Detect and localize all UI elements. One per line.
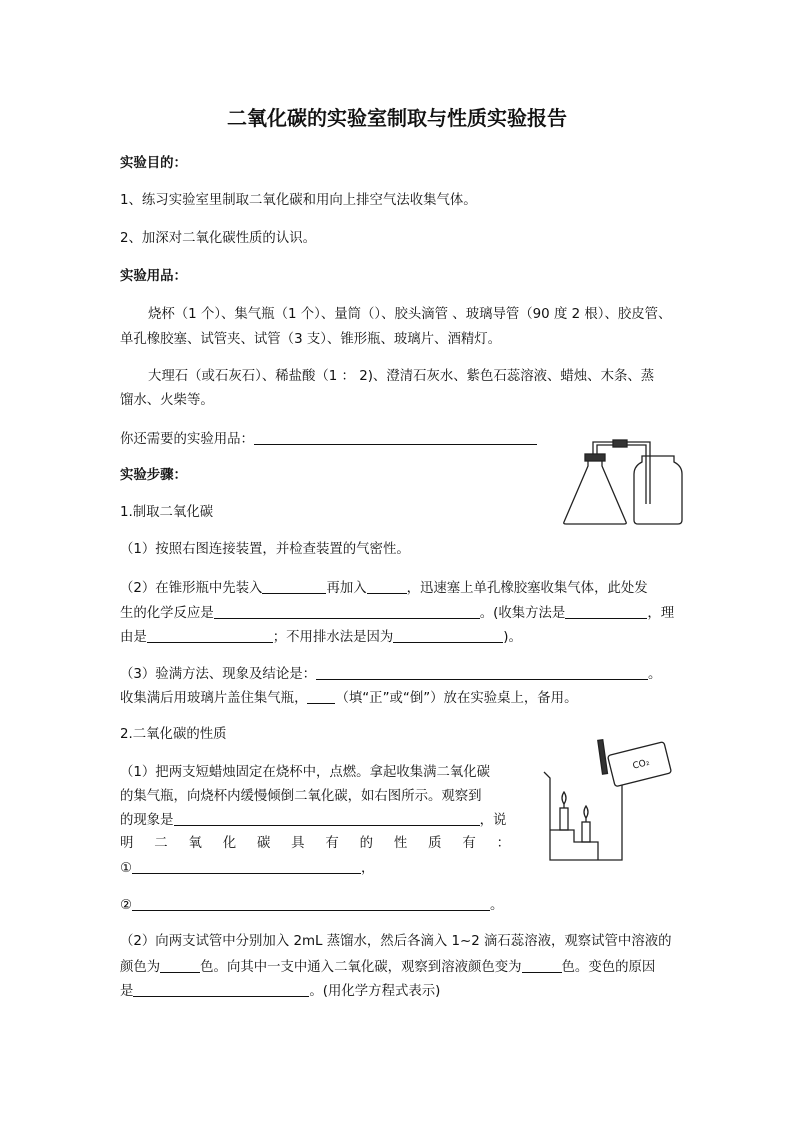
justified-char: 二	[154, 836, 168, 851]
co2-generation-apparatus-figure	[558, 434, 688, 534]
steps-heading: 实验步骤：	[120, 468, 187, 483]
property-2-marker: ②	[120, 898, 133, 913]
step2-item-2-text-c: 色。向其中一支中通入二氧化碳，观察到溶液颜色变为	[200, 960, 522, 975]
supplies-equipment-line-2: 单孔橡胶塞、试管夹、试管（3 支）、锥形瓶、玻璃片、酒精灯。	[120, 332, 502, 347]
supplies-reagents-line-2: 馏水、火柴等。	[120, 393, 214, 408]
report-title: 二氧化碳的实验室制取与性质实验报告	[227, 106, 567, 130]
justified-char: 氧	[188, 836, 202, 851]
step2-item-2-text-d: 色。变色的原因	[561, 960, 656, 975]
step1-item-2-text-h: ；不用排水法是因为	[272, 630, 394, 645]
blank-method-reason[interactable]	[147, 629, 273, 643]
purpose-item-2: 2、加深对二氧化碳性质的认识。	[120, 231, 316, 246]
purpose-item-1: 1、练习实验室里制取二氧化碳和用向上排空气法收集气体。	[120, 193, 477, 208]
step2-title: 2.二氧化碳的性质	[120, 727, 227, 742]
supplies-heading: 实验用品：	[120, 269, 187, 284]
step1-item-1: （1）按照右图连接装置，并检查装置的气密性。	[120, 542, 410, 557]
property-1-end: ，	[361, 861, 375, 876]
step2-item-1-line-4	[120, 836, 510, 852]
blank-upright-or-inverted[interactable]	[307, 690, 335, 704]
step2-item-2-text-b: 颜色为	[120, 960, 161, 975]
step1-item-2-text-e: 。(收集方法是	[479, 606, 566, 621]
extra-supplies-prompt: 你还需要的实验用品：	[120, 432, 254, 447]
step2-item-1-text-a: 的现象是	[120, 813, 174, 828]
justified-char: 明	[120, 836, 134, 851]
step1-item-2-text-b: 再加入	[326, 581, 367, 596]
justified-char: 的	[359, 836, 374, 851]
property-2-end: 。	[490, 898, 504, 913]
extra-supplies-blank[interactable]	[254, 431, 537, 445]
step2-item-2-text-e: 是	[120, 984, 134, 999]
blank-changed-color[interactable]	[522, 959, 562, 973]
justified-char: 性	[393, 836, 408, 851]
step1-item-3-text-b: 。	[648, 667, 662, 682]
blank-reaction-equation[interactable]	[214, 605, 480, 619]
justified-char: 碳	[256, 836, 271, 851]
candle-co2-pouring-figure	[540, 734, 680, 864]
step2-item-1-line-1: （1）把两支短蜡烛固定在烧杯中，点燃。拿起收集满二氧化碳	[120, 765, 491, 780]
justified-char: 有	[325, 836, 339, 851]
purpose-heading: 实验目的：	[120, 156, 187, 171]
blank-property-2[interactable]	[132, 897, 490, 911]
step2-item-1-text-b: ，说	[479, 813, 507, 828]
justified-char: 有	[462, 836, 476, 851]
step2-item-2-line-1: （2）向两支试管中分别加入 2mL 蒸馏水，然后各滴入 1~2 滴石蕊溶液，观察试管中溶液的	[120, 934, 672, 949]
justified-char: 化	[222, 836, 237, 851]
step2-item-1-line-2: 的集气瓶，向烧杯内缓慢倾倒二氧化碳，如右图所示。观察到	[120, 789, 482, 804]
blank-no-water-reason[interactable]	[393, 629, 503, 643]
step1-item-2-text-i: )。	[503, 630, 522, 645]
step1-item-3-text-c: 收集满后用玻璃片盖住集气瓶，	[120, 691, 308, 706]
property-1-marker: ①	[120, 861, 133, 876]
justified-char: 具	[291, 836, 305, 851]
step1-item-3-text-d: （填“正”或“倒”）放在实验桌上，备用。	[335, 691, 578, 706]
step2-item-2-text-f: 。(用化学方程式表示)	[309, 984, 441, 999]
step1-item-3-text-a: （3）验满方法、现象及结论是：	[120, 667, 316, 682]
blank-full-check[interactable]	[316, 666, 648, 680]
step1-title: 1.制取二氧化碳	[120, 505, 214, 520]
supplies-equipment-line-1: 烧杯（1 个）、集气瓶（1 个）、量筒（）、胶头滴管 、玻璃导管（90 度 2 根）、胶皮管、	[148, 307, 672, 322]
step1-item-2-text-f: ，理	[647, 606, 675, 621]
blank-solid-reagent[interactable]	[262, 580, 326, 594]
step1-item-2-text-c: ，迅速塞上单孔橡胶塞收集气体，此处发	[406, 581, 648, 596]
step1-item-2-text-d: 生的化学反应是	[120, 606, 214, 621]
blank-observation[interactable]	[174, 812, 480, 826]
blank-chemical-equation[interactable]	[133, 983, 309, 997]
supplies-reagents-line-1: 大理石（或石灰石）、稀盐酸（1 ： 2)、澄清石灰水、紫色石蕊溶液、蜡烛、木条、蒸	[148, 369, 655, 384]
blank-collection-method[interactable]	[565, 605, 647, 619]
blank-property-1[interactable]	[132, 860, 361, 874]
blank-initial-color[interactable]	[160, 959, 200, 973]
step1-item-2-text-a: （2）在锥形瓶中先装入	[120, 581, 263, 596]
blank-liquid-reagent[interactable]	[367, 580, 407, 594]
step1-item-2-text-g: 由是	[120, 630, 147, 645]
co2-bottle-label: CO₂	[631, 757, 651, 772]
justified-char: ：	[496, 836, 510, 851]
justified-char: 质	[428, 836, 442, 851]
